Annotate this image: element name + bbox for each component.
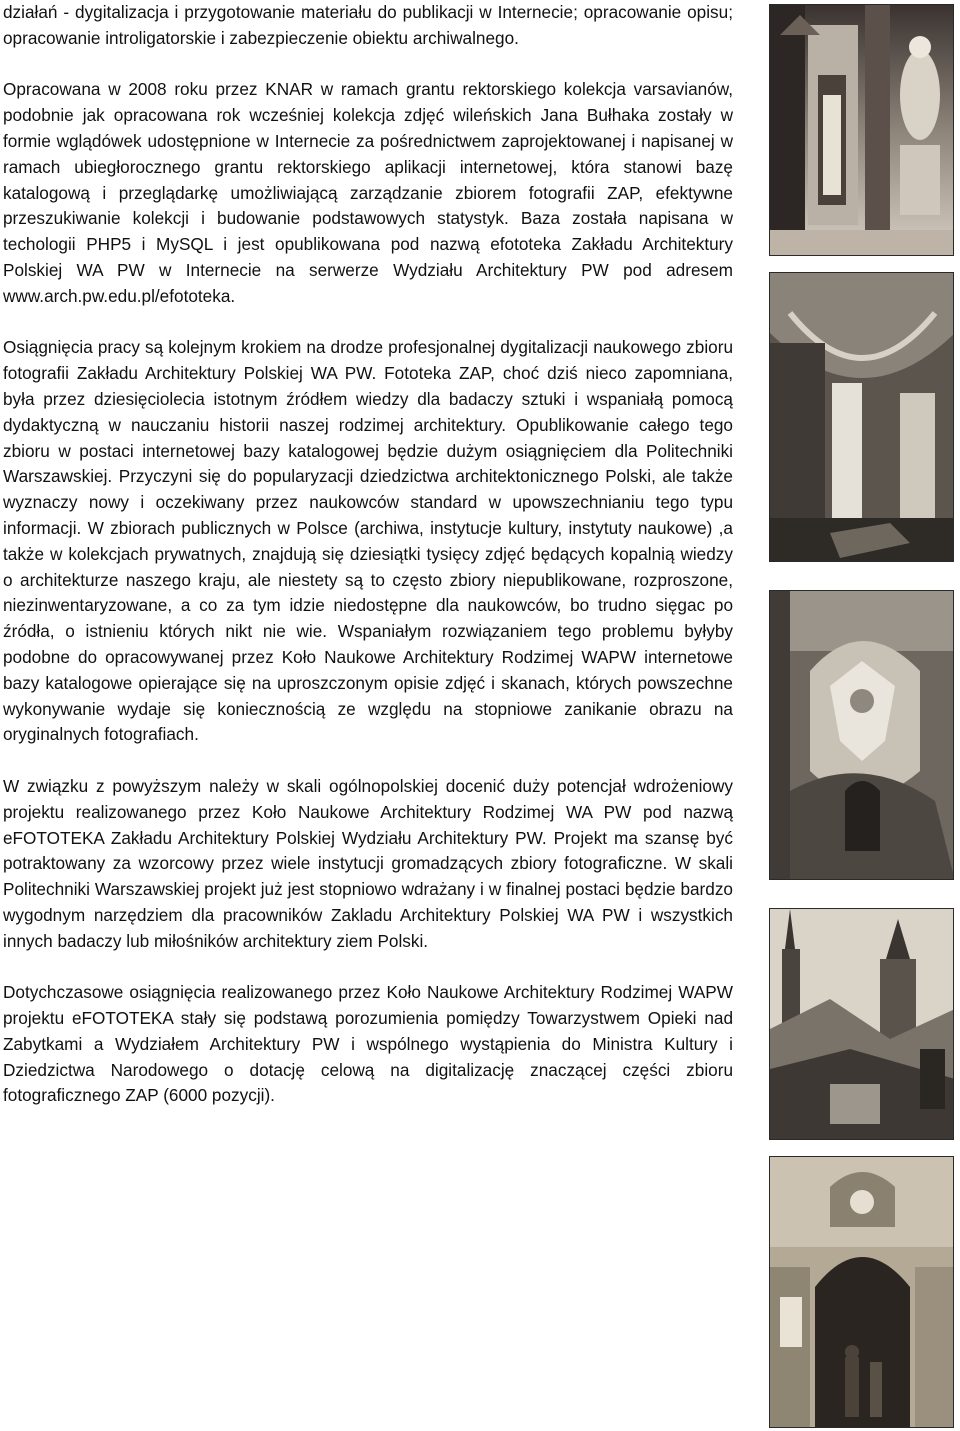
paragraph-1: działań - dygitalizacja i przygotowanie materiału do publikacji w Internecie; opracowanie opisu; opracowanie introligatorskie i zabezpieczenie obiektu archiwalnego. xyxy=(3,2,733,48)
vaulted-hall-ruin-photo xyxy=(769,272,954,562)
paragraph-5: Dotychczasowe osiągnięcia realizowanego przez Koło Naukowe Architektury Rodzimej WAPW projektu eFOTOTEKA stały się podstawą porozumienia pomiędzy Towarzystwem Opieki nad Zabytkami a Wydziałem Architektury PW i wspólnego wystąpienia do Ministra Kultury i Dziedzictwa Narodowego o dotację celową na digitalizację znaczącej części zbioru fotograficznego ZAP (6000 pozycji). xyxy=(3,982,733,1106)
old-town-rooftops-photo xyxy=(769,908,954,1140)
article-text xyxy=(3,0,733,1135)
paragraph-2: Opracowana w 2008 roku przez KNAR w ramach grantu rektorskiego kolekcja varsavianów, podobnie jak opracowana rok wcześniej kolekcja zdjęć wileńskich Jana Bułhaka zostały w formie wglądówek udostępnione w Internecie za pośrednictwem zaprojektowanej i napisanej w ramach ubiegłorocznego grantu rektorskiego aplikacji internetowej, która stanowi bazę katalogową i przeglądarkę umożliwiającą zarządzanie zbiorem fotografii ZAP, efektywne przeszukiwanie kolekcji i budowanie podstawowych statystyk. Baza została napisana w techologii PHP5 i MySQL i jest opublikowana pod nazwą efototeka Zakładu Architektury Polskiej WA PW w Internecie na serwerze Wydziału Architektury PW pod adresem www.arch.pw.edu.pl/efototeka. xyxy=(3,79,733,306)
street-gateway-photo xyxy=(769,1156,954,1428)
palace-interior-statue-photo xyxy=(769,4,954,256)
eagle-relief-fragment-photo xyxy=(769,590,954,880)
paragraph-4: W związku z powyższym należy w skali ogólnopolskiej docenić duży potencjał wdrożeniowy projektu realizowanego przez Koło Naukowe Architektury Rodzimej WA PW pod nazwą eFOTOTEKA Zakładu Architektury Polskiej Wydziału Architektury PW. Projekt ma szansę być potraktowany za wzorcowy przez wiele instytucji gromadzących zbiory fotograficzne. W skali Politechniki Warszawskiej projekt już jest stopniowo wdrażany i w finalnej postaci będzie bardzo wygodnym narzędziem dla pracowników Zakladu Architektury Polskiej WA PW i wszystkich innych badaczy lub miłośników architektury ziem Polski. xyxy=(3,775,733,951)
paragraph-3: Osiągnięcia pracy są kolejnym krokiem na drodze profesjonalnej dygitalizacji naukowego zbioru fotografii Zakładu Architektury Polskiej WA PW. Fototeka ZAP, choć dziś nieco zapomniana, była przez dziesięciolecia istotnym źródłem wiedzy dla badaczy sztuki i wspaniałą pomocą dydaktyczną w nauczaniu historii naszej rodzimej architektury. Opublikowanie całego tego zbioru w postaci internetowej bazy katalogowej będzie dużym osiągnięciem dla Politechniki Warszawskiej. Przyczyni się do popularyzacji dziedzictwa architektonicznego Polski, ale także wyznaczy nowy i oczekiwany przez naukowców standard w upowszechnianiu tego typu informacji. W zbiorach publicznych w Polsce (archiwa, instytucje kultury, instytuty naukowe) ,a także w kolekcjach prywatnych, znajdują się dziesiątki tysięcy zdjęć będących kopalnią wiedzy o architekturze naszego kraju, ale niestety są to często zbiory niepublikowane, rozproszone, niezinwentaryzowane, a co za tym idzie niedostępne dla naukowców, bo trudno sięgac po źródła, o istnieniu których nikt nie wie. Wspaniałym rozwiązaniem tego problemu byłyby podobne do opracowywanej przez Koło Naukowe Architektury Rodzimej WAPW internetowe bazy katalogowe opierające się na uproszczonym opisie zdjęć i skanach, których powszechne wykonywanie wydaje się koniecznością ze względu na stopniowe zanikanie obrazu na oryginalnych fotografiach. xyxy=(3,337,733,745)
